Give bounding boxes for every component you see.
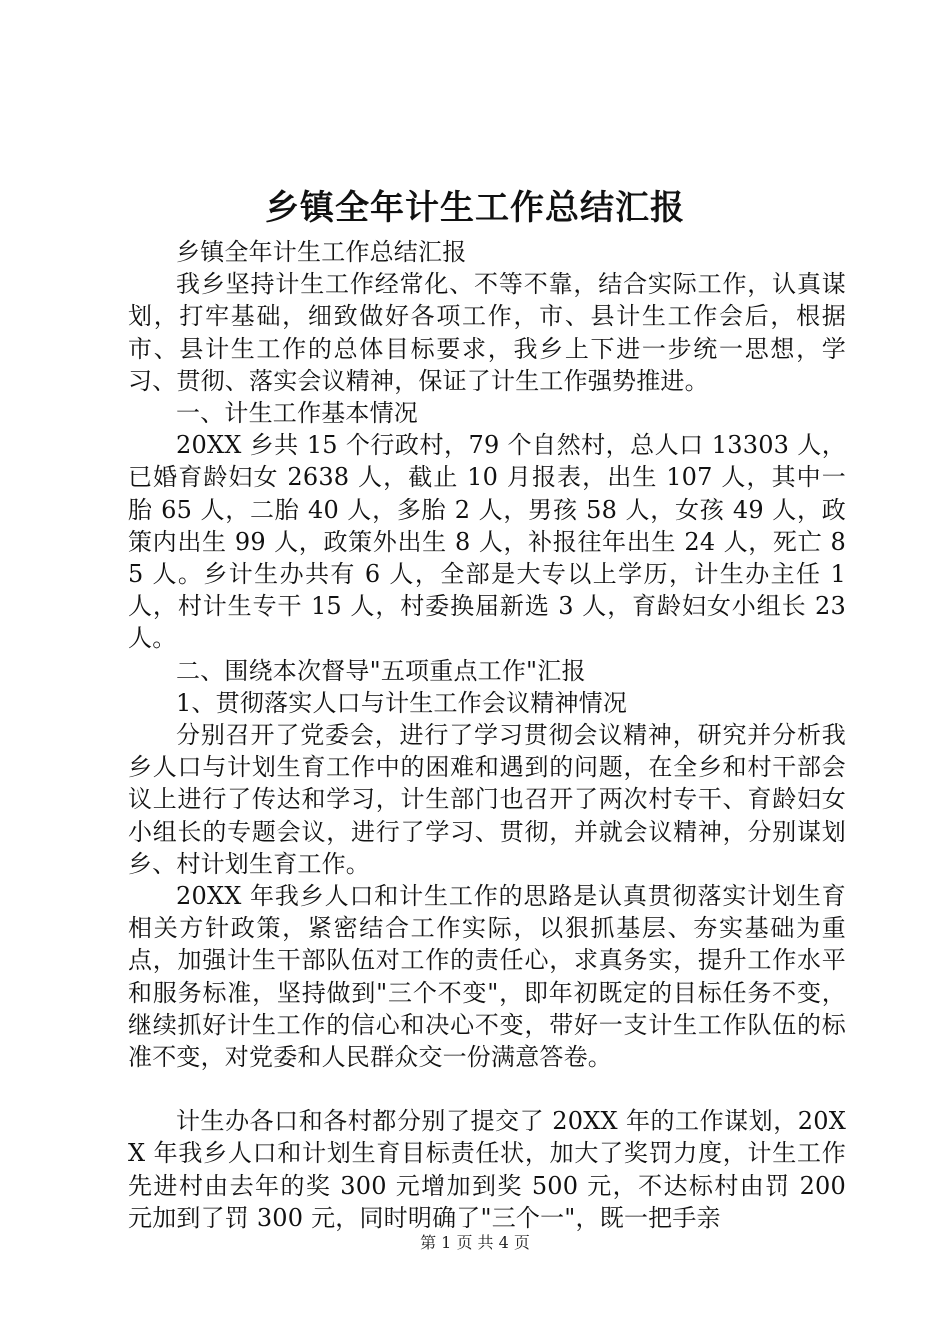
document-body <box>128 236 846 1234</box>
paragraph-intro: 我乡坚持计生工作经常化、不等不靠，结合实际工作，认真谋划，打牢基础，细致做好各项工作，市、县计生工作会后，根据市、县计生工作的总体目标要求，我乡上下进一步统一思想，学习、贯彻、落实会议精神，保证了计生工作强势推进。 <box>128 270 846 395</box>
paragraph-heading-repeat: 乡镇全年计生工作总结汇报 <box>176 238 467 266</box>
paragraph-work-approach: 20XX 年我乡人口和计生工作的思路是认真贯彻落实计划生育相关方针政策，紧密结合工作实际，以狠抓基层、夯实基础为重点，加强计生干部队伍对工作的责任心，求真务实，提升工作水平和服务标准，坚持做到"三个不变"，即年初既定的目标任务不变，继续抓好计生工作的信心和决心不变，带好一支计生工作队伍的标准不变，对党委和人民群众交一份满意答卷。 <box>128 882 846 1072</box>
section-heading-basic-situation: 一、计生工作基本情况 <box>176 399 418 428</box>
section-heading-five-key-tasks: 二、围绕本次督导"五项重点工作"汇报 <box>176 656 586 685</box>
document-title: 乡镇全年计生工作总结汇报 <box>265 188 685 228</box>
page-footer: 第 1 页 共 4 页 <box>420 1233 530 1252</box>
subsection-heading-meeting-spirit: 1、贯彻落实人口与计生工作会议精神情况 <box>176 688 628 717</box>
paragraph-meetings: 分别召开了党委会，进行了学习贯彻会议精神，研究并分析我乡人口与计划生育工作中的困难和遇到的问题，在全乡和村干部会议上进行了传达和学习，计生部门也召开了两次村专干、育龄妇女小组长的专题会议，进行了学习、贯彻，并就会议精神，分别谋划乡、村计划生育工作。 <box>128 721 846 878</box>
paragraph-statistics: 20XX 乡共 15 个行政村，79 个自然村，总人口 13303 人，已婚育龄妇女 2638 人，截止 10 月报表，出生 107 人，其中一胎 65 人，二胎 40 人，多胎 2 人，男孩 58 人，女孩 49 人，政策内出生 99 人，政策外出生 8 人，补报往年出生 24 人，死亡 85 人。乡计生办共有 6 人，全部是大专以上学历，计生办主任 1 人，村计生专干 15 人，村委换届新选 3 人，育龄妇女小组长 23 人。 <box>128 431 846 653</box>
paragraph-work-plans: 计生办各口和各村都分别了提交了 20XX 年的工作谋划，20XX 年我乡人口和计划生育目标责任状，加大了奖罚力度，计生工作先进村由去年的奖 300 元增加到奖 500 元，不达标村由罚 200 元加到了罚 300 元，同时明确了"三个一"，既一把手亲 <box>128 1107 846 1232</box>
